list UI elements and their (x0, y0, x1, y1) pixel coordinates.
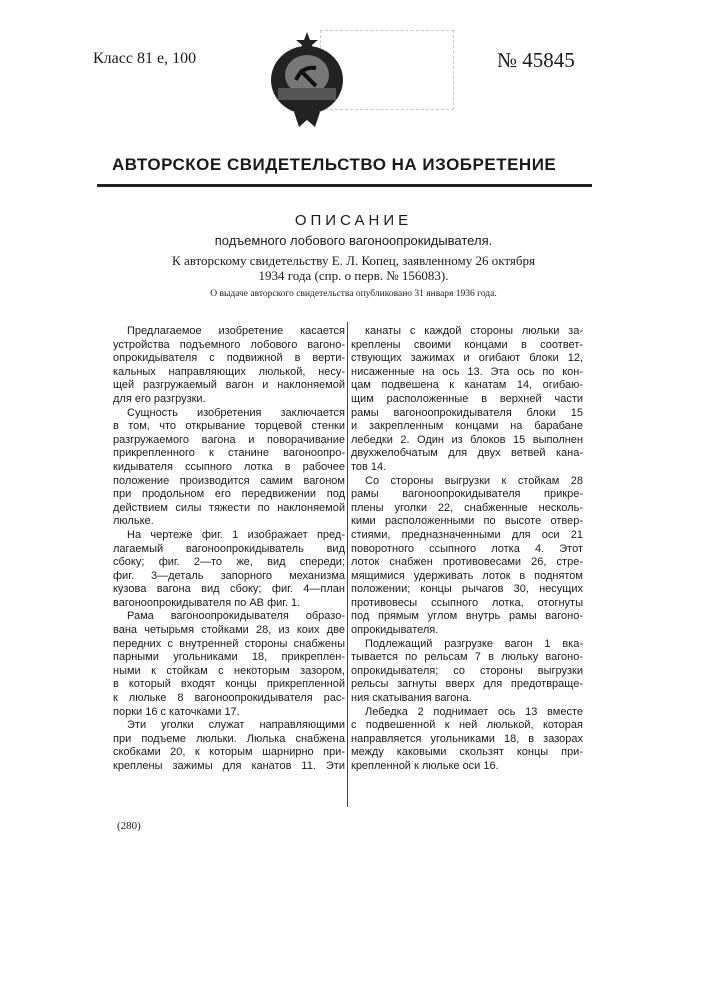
text-line: опрокидывателя; со стороны выгрузки (351, 665, 583, 679)
text-line: порки 16 с каточками 17. (113, 706, 345, 720)
text-line: в том, что открывание торцевой стенки (113, 420, 345, 434)
text-line: двухжелобчатым для двух ветвей кана- (351, 447, 583, 461)
certificate-line-2: 1934 года (спр. о перв. № 156083). (0, 268, 707, 284)
text-line: положение производится самим вагоном (113, 475, 345, 489)
text-line: цам подвешена к канатам 14, огибаю- (351, 379, 583, 393)
text-line: разгружаемого вагона и поворачивание (113, 434, 345, 448)
document-title: АВТОРСКОЕ СВИДЕТЕЛЬСТВО НА ИЗОБРЕТЕНИЕ (112, 152, 582, 178)
text-line: к люльке 8 вагоноопрокидывателя рас- (113, 692, 345, 706)
text-line: с подвешенной к ней люлькой, которая (351, 719, 583, 733)
text-line: нисаженные на ось 13. Эта ось по кон- (351, 366, 583, 380)
title-rule (97, 184, 592, 187)
description-subject: подъемного лобового вагоноопрокидывателя. (0, 233, 707, 248)
text-line: при продольном его передвижении под (113, 488, 345, 502)
column-divider (347, 322, 348, 807)
publication-note: О выдаче авторского свидетельства опубликовано 31 января 1936 года. (0, 289, 707, 299)
text-line: плены уголки 22, снабженные несколь- (351, 502, 583, 516)
text-line: креплены своими концами в соответ- (351, 339, 583, 353)
text-line: лагаемый вагоноопрокидыватель вид (113, 543, 345, 557)
text-line: скобками 20, к которым шарнирно при- (113, 746, 345, 760)
paragraph (113, 719, 345, 773)
paragraph (351, 638, 583, 706)
text-line: при подъеме люльки. Люлька снабжена (113, 733, 345, 747)
text-line: рельсы загнуты вверх для предотвраще- (351, 678, 583, 692)
text-line: и закрепленным концами на барабане (351, 420, 583, 434)
text-line: ния скатывания вагона. (351, 692, 583, 706)
text-line: сбоку; фиг. 2—то же, вид спереди; (113, 556, 345, 570)
text-line: парными угольниками 18, прикреплен- (113, 651, 345, 665)
text-line: вагоноопрокидывателя по АВ фиг. 1. (113, 597, 345, 611)
footer-code: (280) (117, 820, 141, 832)
text-line: На чертеже фиг. 1 изображает пред- (113, 529, 345, 543)
text-line: рамы вагоноопрокидывателя прикре- (351, 488, 583, 502)
patent-number: № 45845 (497, 48, 575, 73)
text-line: фиг. 3—деталь запорного механизма (113, 570, 345, 584)
text-line: Подлежащий разгрузке вагон 1 вка- (351, 638, 583, 652)
text-line: тов 14. (351, 461, 583, 475)
text-line: мящимися удерживать лоток в поднятом (351, 570, 583, 584)
text-line: лебедки 2. Один из блоков 15 выполнен (351, 434, 583, 448)
text-line: кими расположенными по высоте отвер- (351, 515, 583, 529)
text-line: ствующих зажимах и огибают блоки 12, (351, 352, 583, 366)
paragraph (113, 610, 345, 719)
paragraph (351, 475, 583, 638)
text-line: поворотного ссыпного лотка 4. Этот (351, 543, 583, 557)
paragraph (113, 325, 345, 407)
certificate-line-1: К авторскому свидетельству Е. Л. Копец, заявленному 26 октября (0, 253, 707, 269)
text-line: передних с внутренней стороны снабжены (113, 638, 345, 652)
patent-class: Класс 81 е, 100 (93, 50, 196, 68)
text-line: Предлагаемое изобретение касается (113, 325, 345, 339)
text-line: креплены зажимы для канатов 11. Эти (113, 760, 345, 774)
text-line: стиями, предназначенными для оси 21 (351, 529, 583, 543)
text-line: в который входят концы прикрепленной (113, 678, 345, 692)
text-line: щим расположенные в верхней части (351, 393, 583, 407)
text-line: канаты с каждой стороны люльки за- (351, 325, 583, 339)
text-line: направляется угольниками 18, в зазорах (351, 733, 583, 747)
text-line: вана четырьмя стойками 28, из коих две (113, 624, 345, 638)
text-line: Рама вагоноопрокидывателя образо- (113, 610, 345, 624)
ussr-emblem-icon (266, 30, 348, 130)
description-heading: ОПИСАНИЕ (0, 212, 707, 229)
text-line: для его разгрузки. (113, 393, 345, 407)
text-line: противовесы ссыпного лотка, отогнуты (351, 597, 583, 611)
paragraph (351, 325, 583, 475)
paragraph (113, 407, 345, 529)
text-line: прикрепленного к станине вагоноопро- (113, 447, 345, 461)
text-line: Со стороны выгрузки к стойкам 28 (351, 475, 583, 489)
text-line: устройства подъемного лобового вагоно- (113, 339, 345, 353)
paragraph (113, 529, 345, 611)
right-column (351, 325, 583, 774)
text-line: Сущность изобретения заключается (113, 407, 345, 421)
text-line: действием силы тяжести по наклоняемой (113, 502, 345, 516)
text-line: крепленной к люльке оси 16. (351, 760, 583, 774)
text-line: кузова вагона вид сбоку; фиг. 4—план (113, 583, 345, 597)
left-column (113, 325, 345, 774)
text-line: опрокидывателя. (351, 624, 583, 638)
text-line: лоток снабжен противовесами 26, стре- (351, 556, 583, 570)
text-line: люльке. (113, 515, 345, 529)
text-line: Лебедка 2 поднимает ось 13 вместе (351, 706, 583, 720)
text-line: опрокидывателя с подвижной в верти- (113, 352, 345, 366)
text-line: под прямым углом внутрь рамы вагоно- (351, 610, 583, 624)
text-line: положении; концы рычагов 30, несущих (351, 583, 583, 597)
paragraph (351, 706, 583, 774)
text-line: щей разгружаемый вагон и наклоняемой (113, 379, 345, 393)
text-line: ными к стойкам с некоторым зазором, (113, 665, 345, 679)
text-line: Эти уголки служат направляющими (113, 719, 345, 733)
text-line: кидывателя ссыпного лотка в рабочее (113, 461, 345, 475)
text-line: тывается по рельсам 7 в люльку вагоно- (351, 651, 583, 665)
text-line: кальных направляющих люлькой, несу- (113, 366, 345, 380)
text-line: между каковыми скользят концы при- (351, 746, 583, 760)
text-line: рамы вагоноопрокидывателя блоки 15 (351, 407, 583, 421)
